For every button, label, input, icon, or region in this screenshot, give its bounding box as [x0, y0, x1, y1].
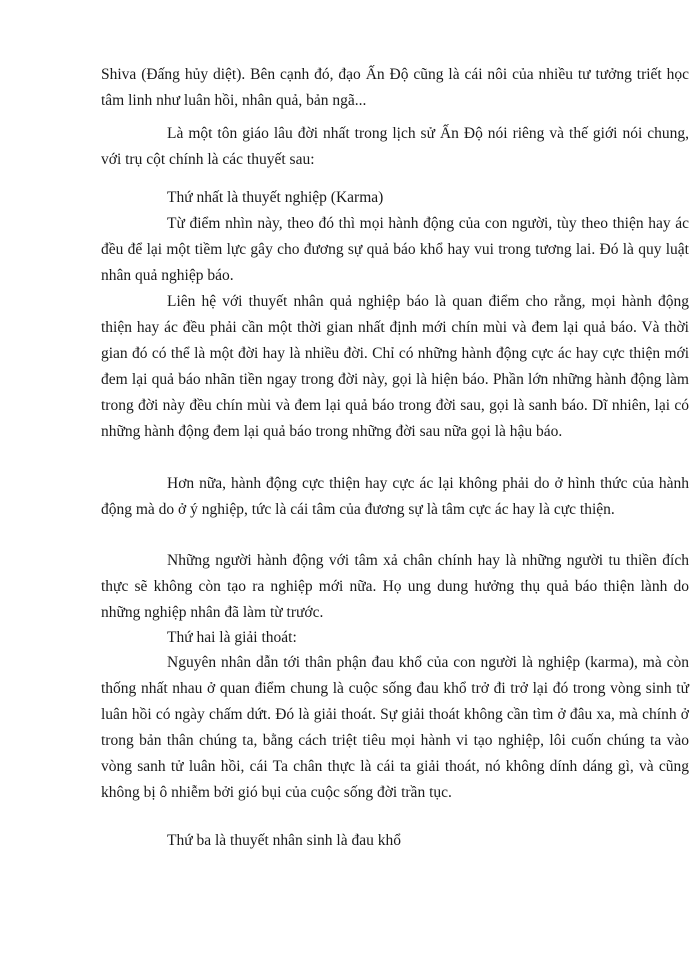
- paragraph-karma-timing: Liên hệ với thuyết nhân quả nghiệp báo là quan điểm cho rằng, mọi hành động thiện hay ác đều phải cần một thời gian nhất định mới chín mùi và đem lại quả báo. Và thời gian đó có thể là một đời hay là nhiều đời. Chỉ có những hành động cực ác hay cực thiện mới đem lại quả báo nhãn tiền ngay trong đời này, gọi là hiện báo. Phần lớn những hành động làm trong đời này đều chín mùi và đem lại quả báo trong đời sau, gọi là sanh báo. Dĩ nhiên, lại có những hành động đem lại quả báo trong những đời sau nữa gọi là hậu báo.: [101, 293, 689, 440]
- paragraph-shiva-intro: Shiva (Đấng hủy diệt). Bên cạnh đó, đạo Ấn Độ cũng là cái nôi của nhiều tư tưởng triết học tâm linh như luân hồi, nhân quả, bản ngã...: [101, 66, 689, 109]
- heading-life-is-suffering: Thứ ba là thuyết nhân sinh là đau khổ: [167, 832, 401, 849]
- paragraph-oldest-religion: Là một tôn giáo lâu đời nhất trong lịch sử Ấn Độ nói riêng và thế giới nói chung, với trụ cột chính là các thuyết sau:: [101, 125, 689, 168]
- heading-liberation: Thứ hai là giải thoát:: [167, 629, 297, 646]
- paragraph-karma-definition: Từ điểm nhìn này, theo đó thì mọi hành động của con người, tùy theo thiện hay ác đều để lại một tiềm lực gây cho đương sự quả báo khổ hay vui trong tương lai. Đó là quy luật nhân quả nghiệp báo.: [101, 215, 689, 284]
- paragraph-true-practitioners: Những người hành động với tâm xả chân chính hay là những người tu thiền đích thực sẽ không còn tạo ra nghiệp mới nữa. Họ ung dung hưởng thụ quả báo thiện lành do những nghiệp nhân đã làm từ trước.: [101, 552, 689, 621]
- heading-karma: Thứ nhất là thuyết nghiệp (Karma): [167, 189, 384, 206]
- paragraph-liberation: Nguyên nhân dẫn tới thân phận đau khổ của con người là nghiệp (karma), mà còn thống nhất nhau ở quan điểm chung là cuộc sống đau khổ trở đi trở lại đó trong vòng sinh tử luân hồi có ngày chấm dứt. Đó là giải thoát. Sự giải thoát không cần tìm ở đâu xa, mà chính ở trong bản thân chúng ta, bằng cách triệt tiêu mọi hành vi tạo nghiệp, lôi cuốn chúng ta vào vòng sanh tử luân hồi, cái Ta chân thực là cái ta giải thoát, nó không dính dáng gì, và cũng không bị ô nhiễm bởi gió bụi của cuộc sống đời trần tục.: [101, 654, 689, 801]
- paragraph-mental-karma: Hơn nữa, hành động cực thiện hay cực ác lại không phải do ở hình thức của hành động mà do ở ý nghiệp, tức là cái tâm của đương sự là tâm cực ác hay là cực thiện.: [101, 475, 689, 518]
